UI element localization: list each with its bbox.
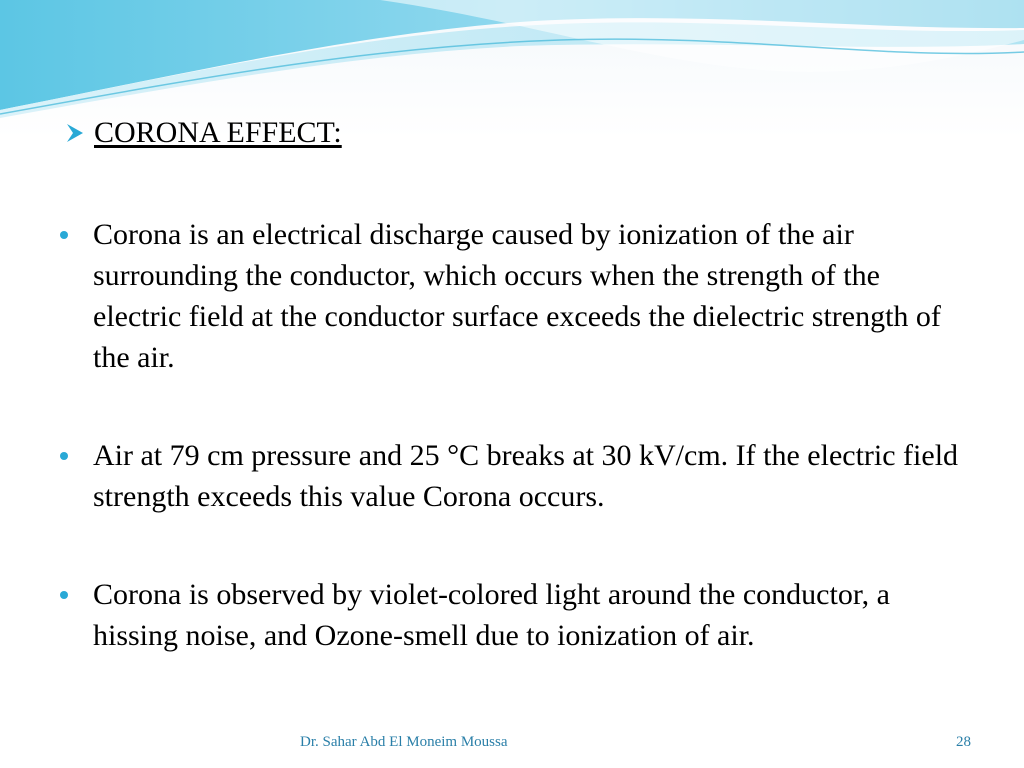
bullet-item bbox=[60, 574, 960, 656]
bullet-dot-icon bbox=[60, 231, 68, 239]
bullet-dot-icon bbox=[60, 591, 68, 599]
bullet-item bbox=[60, 214, 960, 378]
arrow-bullet-icon bbox=[64, 122, 86, 144]
bullet-dot-icon bbox=[60, 452, 68, 460]
bullet-item bbox=[60, 435, 960, 517]
heading-title: CORONA EFFECT: bbox=[94, 116, 342, 149]
footer-author: Dr. Sahar Abd El Moneim Moussa bbox=[300, 734, 508, 750]
bullet-text: Corona is observed by violet-colored light around the conductor, a hissing noise, and Ozone-smell due to ionization of air. bbox=[93, 578, 890, 652]
bullet-text: Corona is an electrical discharge caused by ionization of the air surrounding the conductor, which occurs when the strength of the electric field at the conductor surface exceeds the dielectric strength of the air. bbox=[93, 218, 941, 374]
bullet-text: Air at 79 cm pressure and 25 °C breaks at 30 kV/cm. If the electric field strength exceeds this value Corona occurs. bbox=[93, 439, 959, 513]
header-wave-decoration bbox=[0, 0, 1024, 120]
bullet-list bbox=[60, 214, 960, 656]
slide-heading bbox=[64, 116, 342, 150]
slide-number: 28 bbox=[956, 734, 971, 750]
